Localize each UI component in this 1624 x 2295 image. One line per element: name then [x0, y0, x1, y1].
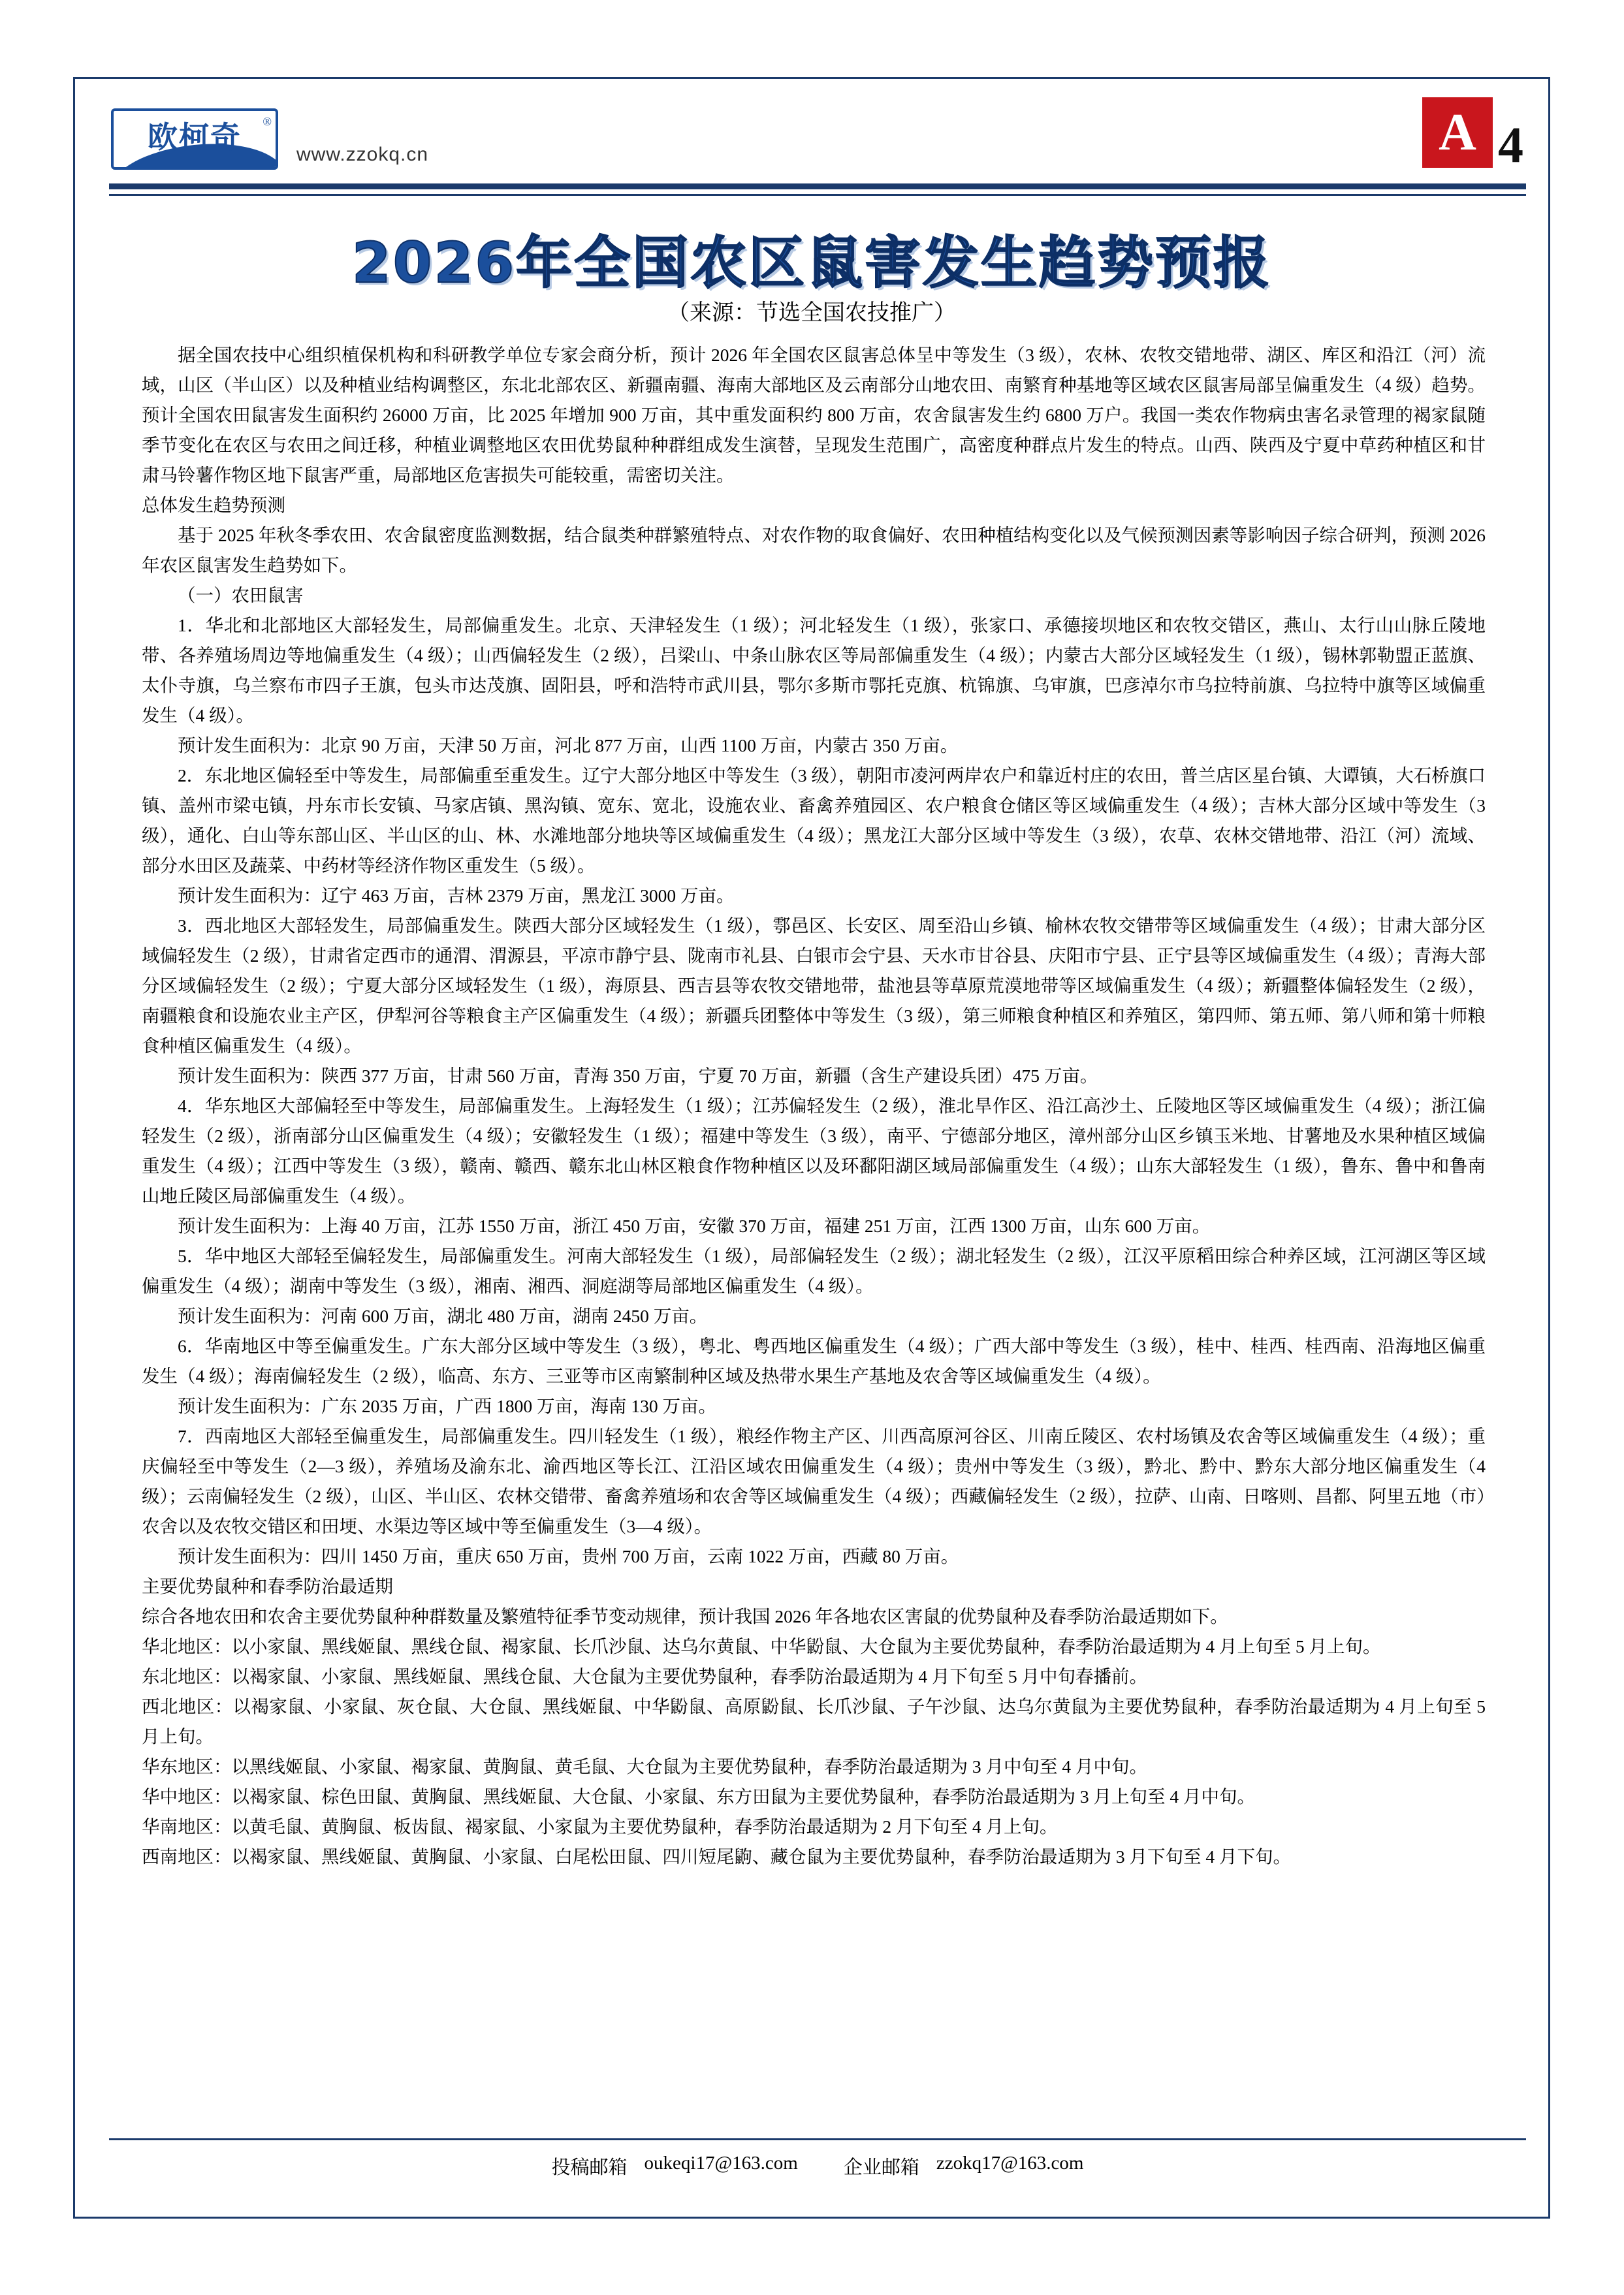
masthead: [75, 79, 1548, 203]
page-frame: [73, 77, 1550, 2219]
paragraph: 7．西南地区大部轻至偏重发生，局部偏重发生。四川轻发生（1 级），粮经作物主产区、川西高原河谷区、川南丘陵区、农村场镇及农舍等区域偏重发生（4 级）；重庆偏轻至中等发生（2—3 级），养殖场及渝东北、渝西地区等长江、江沿区域农田偏重发生（4 级）；贵州中等发生（3 级），黔北、黔中、黔东大部分地区偏重发生（4 级）；云南偏轻发生（2 级），山区、半山区、农林交错带、畜禽养殖场和农舍等区域偏重发生（4 级）；西藏偏轻发生（2 级），拉萨、山南、日喀则、昌都、阿里五地（市）农舍以及农牧交错区和田埂、水渠边等区域中等至偏重发生（3—4 级）。: [142, 1426, 1486, 1536]
paragraph: 据全国农技中心组织植保机构和科研教学单位专家会商分析，预计 2026 年全国农区鼠害总体呈中等发生（3 级），农林、农牧交错地带、湖区、库区和沿江（河）流域，山区（半山区）以及种植业结构调整区，东北北部农区、新疆南疆、海南大部地区及云南部分山地农田、南繁育种基地等区域农区鼠害局部呈偏重发生（4 级）趋势。预计全国农田鼠害发生面积约 26000 万亩，比 2025 年增加 900 万亩，其中重发面积约 800 万亩，农舍鼠害发生约 6800 万户。我国一类农作物病虫害名录管理的褐家鼠随季节变化在农区与农田之间迁移，种植业调整地区农田优势鼠种种群组成发生演替，呈现发生范围广，高密度种群点片发生的特点。山西、陕西及宁夏中草药种植区和甘肃马铃薯作物区地下鼠害严重，局部地区危害损失可能较重，需密切关注。: [142, 345, 1486, 485]
region-item-central-china: 华中地区：以褐家鼠、棕色田鼠、黄胸鼠、黑线姬鼠、大仓鼠、小家鼠、东方田鼠为主要优势鼠种，春季防治最适期为 3 月上旬至 4 月中旬。: [142, 1786, 1255, 1807]
header-rule-thin: [109, 194, 1526, 196]
paragraph: 5．华中地区大部轻至偏轻发生，局部偏重发生。河南大部轻发生（1 级），局部偏轻发生（2 级）；湖北轻发生（2 级），江汉平原稻田综合种养区域，江河湖区等区域偏重发生（4 级）；湖南中等发生（3 级），湘南、湘西、洞庭湖等局部地区偏重发生（4 级）。: [142, 1246, 1486, 1296]
submission-email-value[interactable]: oukeqi17@163.com: [644, 2153, 798, 2174]
paragraph: 预计发生面积为：辽宁 463 万亩，吉林 2379 万亩，黑龙江 3000 万亩。: [178, 885, 735, 906]
paragraph: 预计发生面积为：河南 600 万亩，湖北 480 万亩，湖南 2450 万亩。: [178, 1306, 708, 1326]
region-item-south-china: 华南地区：以黄毛鼠、黄胸鼠、板齿鼠、褐家鼠、小家鼠为主要优势鼠种，春季防治最适期为 2 月下旬至 4 月上旬。: [142, 1816, 1058, 1837]
enterprise-email-block: [844, 2153, 1084, 2179]
region-item-east-china: 华东地区：以黑线姬鼠、小家鼠、褐家鼠、黄胸鼠、黄毛鼠、大仓鼠为主要优势鼠种，春季防治最适期为 3 月中旬至 4 月中旬。: [142, 1756, 1147, 1777]
enterprise-email-value[interactable]: zzokq17@163.com: [936, 2153, 1084, 2174]
logo-text: 欧柯奇: [148, 119, 242, 155]
article-body: [142, 340, 1486, 1872]
paragraph: 预计发生面积为：四川 1450 万亩，重庆 650 万亩，贵州 700 万亩，云南 1022 万亩，西藏 80 万亩。: [178, 1546, 959, 1566]
section-heading: 总体发生趋势预测: [142, 495, 285, 515]
brand-logo: [111, 108, 428, 170]
footer-rule: [109, 2138, 1526, 2140]
paragraph: 预计发生面积为：上海 40 万亩，江苏 1550 万亩，浙江 450 万亩，安徽 370 万亩，福建 251 万亩，江西 1300 万亩，山东 600 万亩。: [178, 1216, 1211, 1236]
page-footer: [109, 2138, 1526, 2194]
page-badge: [1422, 97, 1523, 173]
paragraph: 1．华北和北部地区大部轻发生，局部偏重发生。北京、天津轻发生（1 级）；河北轻发生（1 级），张家口、承德接坝地区和农牧交错区，燕山、太行山山脉丘陵地带、各养殖场周边等地偏重发生（4 级）；山西偏轻发生（2 级），吕梁山、中条山脉农区等局部偏重发生（4 级）；内蒙古大部分区域轻发生（1 级），锡林郭勒盟正蓝旗、太仆寺旗，乌兰察布市四子王旗，包头市达茂旗、固阳县，呼和浩特市武川县，鄂尔多斯市鄂托克旗、杭锦旗、乌审旗，巴彦淖尔市乌拉特前旗、乌拉特中旗等区域偏重发生（4 级）。: [142, 615, 1486, 725]
page-badge-number: 4: [1498, 116, 1523, 173]
paragraph: 4．华东地区大部偏轻至中等发生，局部偏重发生。上海轻发生（1 级）；江苏偏轻发生（2 级），淮北旱作区、沿江高沙土、丘陵地区等区域偏重发生（4 级）；浙江偏轻发生（2 级），浙南部分山区偏重发生（4 级）；安徽轻发生（1 级）；福建中等发生（3 级），南平、宁德部分地区，漳州部分山区乡镇玉米地、甘薯地及水果种植区域偏重发生（4 级）；江西中等发生（3 级），赣南、赣西、赣东北山林区粮食作物种植区以及环鄱阳湖区域局部偏重发生（4 级）；山东大部轻发生（1 级），鲁东、鲁中和鲁南山地丘陵区局部偏重发生（4 级）。: [142, 1096, 1486, 1206]
paragraph: 基于 2025 年秋冬季农田、农舍鼠密度监测数据，结合鼠类种群繁殖特点、对农作物的取食偏好、农田种植结构变化以及气候预测因素等影响因子综合研判，预测 2026 年农区鼠害发生趋势如下。: [142, 525, 1486, 575]
submission-email-block: [552, 2153, 798, 2179]
article-source: （来源：节选全国农技推广）: [667, 301, 956, 325]
enterprise-email-label: 企业邮箱: [843, 2157, 919, 2178]
region-item-northwest: 西北地区：以褐家鼠、小家鼠、灰仓鼠、大仓鼠、黑线姬鼠、中华鼢鼠、高原鼢鼠、长爪沙鼠、子午沙鼠、达乌尔黄鼠为主要优势鼠种，春季防治最适期为 4 月上旬至 5 月上旬。: [142, 1696, 1486, 1747]
website-url: www.zzokq.cn: [296, 144, 429, 165]
paragraph: 综合各地农田和农舍主要优势鼠种种群数量及繁殖特征季节变动规律，预计我国 2026 年各地农区害鼠的优势鼠种及春季防治最适期如下。: [142, 1606, 1228, 1626]
page-title: 2026年全国农区鼠害发生趋势预报: [351, 230, 1272, 296]
page-badge-letter: A: [1422, 97, 1493, 168]
region-item-northeast: 东北地区：以褐家鼠、小家鼠、黑线姬鼠、黑线仓鼠、大仓鼠为主要优势鼠种，春季防治最适期为 4 月下旬至 5 月中旬春播前。: [142, 1666, 1147, 1686]
paragraph: 6．华南地区中等至偏重发生。广东大部分区域中等发生（3 级），粤北、粤西地区偏重发生（4 级）；广西大部中等发生（3 级），桂中、桂西、桂西南、沿海地区偏重发生（4 级）；海南偏轻发生（2 级），临高、东方、三亚等市区南繁制种区域及热带水果生产基地及农舍等区域偏重发生（4 级）。: [142, 1336, 1486, 1386]
paragraph: 2．东北地区偏轻至中等发生，局部偏重至重发生。辽宁大部分地区中等发生（3 级），朝阳市凌河两岸农户和靠近村庄的农田，普兰店区星台镇、大谭镇，大石桥旗口镇、盖州市梁屯镇，丹东市长安镇、马家店镇、黑沟镇、宽东、宽北，设施农业、畜禽养殖园区、农户粮食仓储区等区域偏重发生（4 级）；吉林大部分区域中等发生（3 级），通化、白山等东部山区、半山区的山、林、水滩地部分地块等区域偏重发生（4 级）；黑龙江大部分区域中等发生（3 级），农草、农林交错地带、沿江（河）流域、部分水田区及蔬菜、中药材等经济作物区重发生（5 级）。: [142, 765, 1486, 876]
region-item-southwest: 西南地区：以褐家鼠、黑线姬鼠、黄胸鼠、小家鼠、白尾松田鼠、四川短尾鼩、藏仓鼠为主要优势鼠种，春季防治最适期为 3 月下旬至 4 月下旬。: [142, 1846, 1291, 1867]
section-heading: 主要优势鼠种和春季防治最适期: [142, 1576, 393, 1596]
logo-mark: [111, 108, 278, 170]
region-item-north-china: 华北地区：以小家鼠、黑线姬鼠、黑线仓鼠、褐家鼠、长爪沙鼠、达乌尔黄鼠、中华鼢鼠、大仓鼠为主要优势鼠种，春季防治最适期为 4 月上旬至 5 月上旬。: [142, 1636, 1381, 1656]
paragraph: 3．西北地区大部轻发生，局部偏重发生。陕西大部分区域轻发生（1 级），鄠邑区、长安区、周至沿山乡镇、榆林农牧交错带等区域偏重发生（4 级）；甘肃大部分区域偏轻发生（2 级），甘肃省定西市的通渭、渭源县，平凉市静宁县、陇南市礼县、白银市会宁县、天水市甘谷县、庆阳市宁县、正宁县等区域偏重发生（4 级）；青海大部分区域偏轻发生（2 级）；宁夏大部分区域轻发生（1 级），海原县、西吉县等农牧交错地带，盐池县等草原荒漠地带等区域偏重发生（4 级）；新疆整体偏轻发生（2 级），南疆粮食和设施农业主产区，伊犁河谷等粮食主产区偏重发生（4 级）；新疆兵团整体中等发生（3 级），第三师粮食种植区和养殖区，第四师、第五师、第八师和第十师粮食种植区偏重发生（4 级）。: [142, 915, 1486, 1056]
paragraph: 预计发生面积为：陕西 377 万亩，甘肃 560 万亩，青海 350 万亩，宁夏 70 万亩，新疆（含生产建设兵团）475 万亩。: [178, 1066, 1098, 1086]
submission-email-label: 投稿邮箱: [551, 2157, 628, 2178]
header-rule-thick: [109, 183, 1526, 189]
paragraph: 预计发生面积为：广东 2035 万亩，广西 1800 万亩，海南 130 万亩。: [178, 1396, 716, 1416]
subsection-heading: （一）农田鼠害: [178, 585, 304, 605]
paragraph: 预计发生面积为：北京 90 万亩，天津 50 万亩，河北 877 万亩，山西 1100 万亩，内蒙古 350 万亩。: [178, 735, 959, 755]
registered-trademark-icon: ®: [263, 115, 272, 128]
